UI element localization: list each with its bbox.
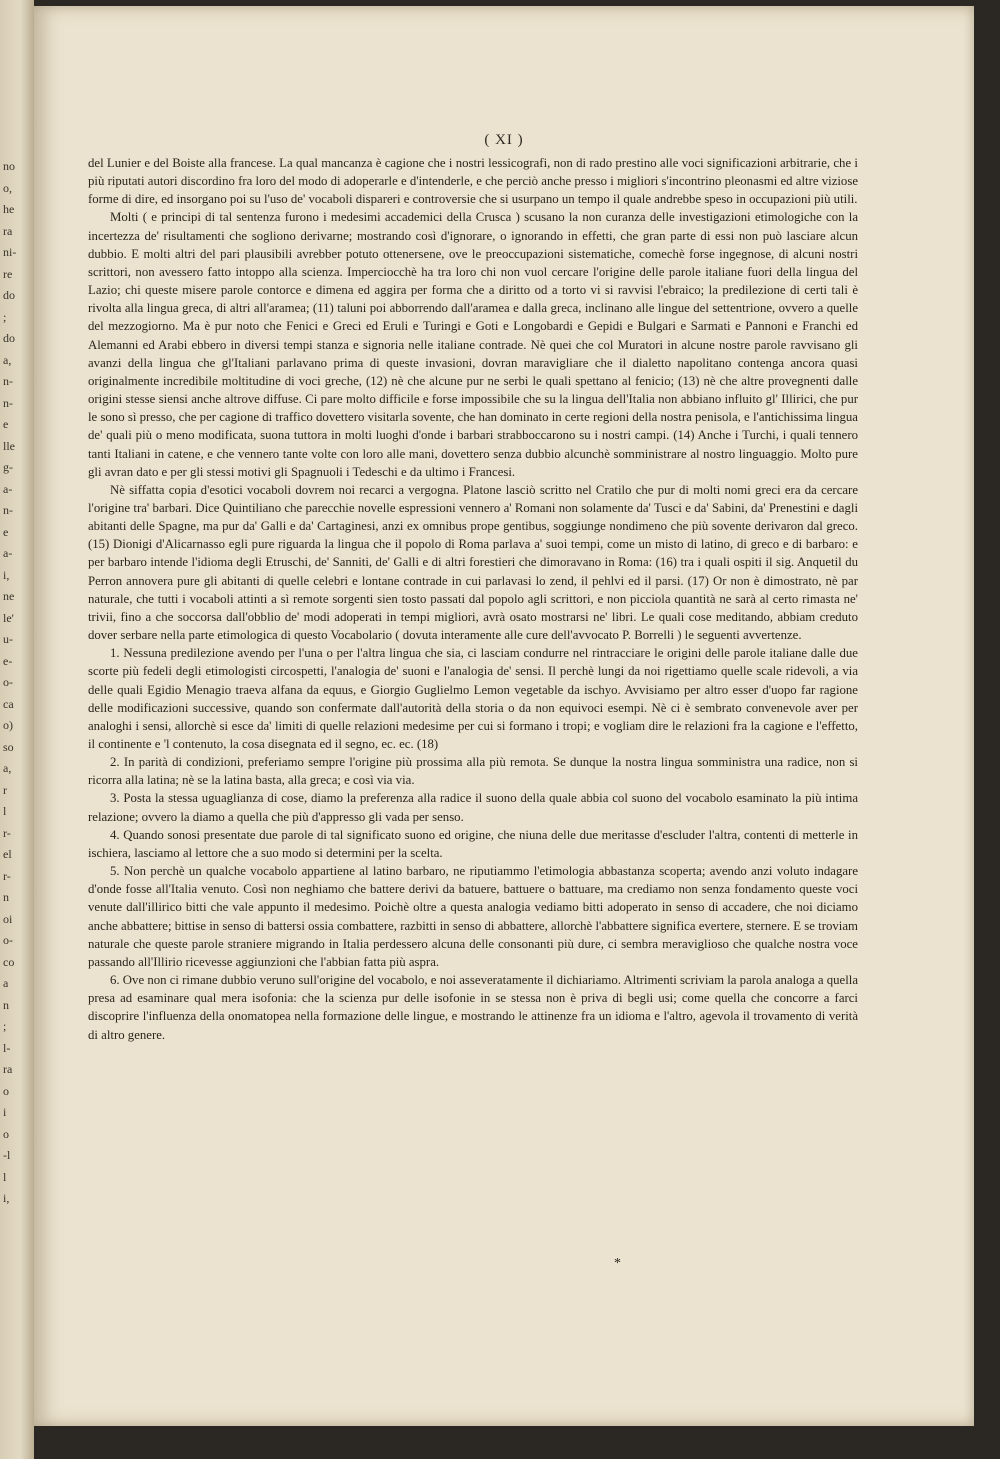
previous-page-edge	[0, 0, 34, 1459]
margin-fragment: e	[3, 524, 9, 539]
margin-fragment: r-	[3, 868, 11, 883]
margin-fragment: re	[3, 266, 13, 281]
paragraph-continuation: del Lunier e del Boiste alla francese. La qual mancanza è cagione che i nostri lessicografi, non di rado prestino alle voci significazioni arbitrarie, che i più riputati autori discordino fra loro del modo di adoperarle e d'intenderle, e che perciò anche presso i migliori s'incontrino pleonasmi ed altre viziose forme di dire, ed insorgano poi su l'uso de' vocaboli dispareri e controversie che si usurpano un tempo il quale andrebbe speso in occupazioni più utili.	[88, 156, 858, 207]
margin-fragment: a,	[3, 761, 12, 775]
rule-5: 5. Non perchè un qualche vocabolo appartiene al latino barbaro, ne riputiammo l'etimologia abbastanza scoperta; avendo anzi voluto indagare d'onde fosse all'Italia venuto. Così non neghiamo che battere derivi da batuere, battuere o battuare, ma crediamo non senza fondamento queste voci venute dall'illirico bitti che vale appunto il medesimo. Poichè oltre a questa analogia vediamo bitti adoperato in senso di accadere, che noi diciamo anche abbattere; bittise in senso di battersi ossia combattere, razbitti in senso di abbattere, allorchè l'abbattere significa evertere, sternere. E se troviam naturale che queste parole straniere migrando in Italia perdessero alcuna delle consonanti più dure, ci sembra meraviglioso che qualche nostra voce passando all'Illirio ricevesse aggiunzioni che l'abbian fatta più aspra.	[88, 864, 858, 969]
margin-fragment: a	[3, 976, 9, 990]
margin-fragment: do	[3, 288, 15, 302]
margin-fragment: ;	[3, 309, 7, 324]
margin-fragment: el	[3, 847, 12, 861]
margin-fragment: ra	[3, 223, 13, 238]
body-text	[88, 154, 858, 1044]
rule-3: 3. Posta la stessa uguaglianza di cose, diamo la preferenza alla radice il suono della quale abbia col suono del vocabolo esaminato la più intima relazione; ovvero la diamo a quella che più d'appresso gli vada per senso.	[88, 791, 858, 824]
margin-fragment: no	[3, 159, 15, 173]
margin-fragment: n-	[3, 374, 13, 388]
margin-fragment: so	[3, 739, 14, 754]
rule-2: 2. In parità di condizioni, preferiamo sempre l'origine più prossima alla più remota. Se dunque la nostra lingua somministra una radice, non si ricorra alla latina; nè se la latina basta, alla greca; e così via via.	[88, 755, 858, 788]
margin-fragment: o	[3, 1126, 9, 1141]
margin-fragment: i,	[3, 1191, 10, 1205]
margin-fragment: r-	[3, 825, 11, 840]
margin-fragment: ne	[3, 589, 15, 603]
signature-mark: *	[614, 1256, 621, 1271]
margin-fragment: g-	[3, 460, 13, 474]
margin-fragment: r	[3, 782, 7, 797]
paragraph-foreign-words: Nè siffatta copia d'esotici vocaboli dovrem noi recarci a vergogna. Platone lasciò scritto nel Cratilo che pur di molti nomi greci era da cercare l'origine tra' barbari. Dice Quintiliano che parecchie novelle espressioni vennero a' Romani non solamente da' Tusci e da' Sabini, da' Prenestini e dagli abitanti delle Spagne, ma pur da' Galli e da' Cartaginesi, anzi ex omnibus prope gentibus, soggiunge nondimeno che più sovente derivaron dal greco. (15) Dionigi d'Alicarnasso egli pure riguarda la lingua che il popolo di Roma parlava a' suoi tempi, come un misto di latino, di greco e di barbaro: e per barbaro intende l'idioma degli Etruschi, de' Sanniti, de' Galli e di altri forestieri che dimoravano in Roma: (16) tra i quali ospiti il sig. Anquetil du Perron annovera pure gli abitanti di quelle celebri e lontane contrade in cui parlavasi lo zend, il pehlvi ed il parsi. (17) Or non è dimostrato, nè par naturale, che tutti i vocaboli attinti a sì remote sorgenti sien tosto passati dal popolo agli scrittori, e non picciola quantità ne sarà al certo rimasta ne' trivii, fino a che soccorsa dall'obblio de' modi adoperati in tempi migliori, avrà osato mostrarsi ne' libri. Le quali cose meditando, abbiam creduto dover serbare nella parte etimologica di questo Vocabolario ( dovuta interamente alle cure dell'avvocato P. Borrelli ) le seguenti avvertenze.	[88, 482, 858, 643]
margin-fragment: n	[3, 890, 9, 904]
margin-fragment: u-	[3, 632, 13, 646]
margin-fragment: n-	[3, 503, 13, 517]
margin-fragment: l	[3, 804, 7, 818]
margin-fragment: a-	[3, 546, 13, 560]
margin-fragment: oi	[3, 911, 13, 926]
margin-fragment: ni-	[3, 245, 17, 259]
margin-fragment: n	[3, 997, 9, 1012]
margin-fragment: do	[3, 331, 15, 345]
margin-fragment: co	[3, 954, 15, 969]
rule-6: 6. Ove non ci rimane dubbio veruno sull'origine del vocabolo, e noi asseveratamente il dichiariamo. Altrimenti scriviam la parola analoga a quella presa ad esaminare qual mera isofonia: che la scienza pur delle isofonie in se stessa non è priva di begli usi; come quella che concorre a farci discoprire l'influenza della onomatopea nella formazione delle lingue, e mostrando le attinenze fra un idioma e l'altro, agevola il trovamento di verità di altro genere.	[88, 973, 858, 1042]
rule-1: 1. Nessuna predilezione avendo per l'una o per l'altra lingua che sia, ci lasciam condurre nel rintracciare le origini delle parole italiane dalle due scorte più fedeli degli etimologisti circospetti, l'analogia de' suoni e l'analogia de' sensi. Il perchè lungi da noi rigettiamo quelle scale ridevoli, a via delle quali Egidio Menagio traeva alfana da equus, e Giorgio Guglielmo Lemon vegetable da ischyo. Avvisiamo per altro esser d'uopo far ragione delle modificazioni successive, quando son confermate dall'autorità della storia o da non equivoci esempi. Nè ci è sembrato convenevole aver per analoghi i sensi, allorchè si esce da' limiti di quelle relazioni medesime per cui si formano i tropi; e vogliam dire le relazioni fra la cagione e l'effetto, il continente e 'l contenuto, la cosa disegnata ed il segno, ec. ec. (18)	[88, 646, 858, 751]
margin-fragment: ra	[3, 1062, 13, 1076]
margin-fragment: e	[3, 417, 9, 431]
margin-fragment: n-	[3, 395, 13, 410]
margin-fragment: a,	[3, 352, 12, 367]
book-page	[34, 6, 974, 1426]
margin-fragment: e-	[3, 653, 13, 668]
paragraph-etymology-critics: Molti ( e principi di tal sentenza furono i medesimi accademici della Crusca ) scusano la non curanza delle investigazioni etimologiche con la incertezza de' risultamenti che sogliono derivarne; mostrando così d'ignorare, o ignorando in effetti, che gran parte di essi non può lasciare alcun dubbio. E molti altri del pari plausibili avrebber potuto ottenersene, ove le preoccupazioni sistematiche, comechè forse ingegnose, di alcuni nostri scrittori, non avessero fatto intoppo alla scienza. Imperciocchè ha tra loro chi non vuol cercare l'origine delle parole italiane fuori della lingua del Lazio; chi queste misere parole contorce e dimena ed aggira per forma che a diritto od a torto vi si ravvisi l'ebraico; la predilezione di certi tali è rivolta alla lingua greca, di altri all'aramea; (11) taluni poi abborrendo dall'aramea e dalla greca, inclinano alle lingue del settentrione, ovvero a quelle del mezzogiorno. Ma è pur noto che Fenici e Greci ed Eruli e Turingi e Goti e Longobardi e Gepidi e Bulgari e Sarmati e Pannoni e Franchi ed Alemanni ed Arabi ebbero in diversi tempi stanza e signoria nelle italiane contrade. Nè quei che col Muratori in alcune nostre parole ravvisano gli avanzi della lingua che gl'Italiani parlavano prima di queste invasioni, dovran maravigliare che il dialetto napolitano contenga ancora quasi originalmente incredibile moltitudine di voci greche, (12) nè che alcune pur ne serbi le quali spettano al fenicio; (13) nè che altre provegnenti dalle origini stesse siensi anche altrove diffuse. Ci pare molto difficile e forse impossibile che su la lingua dell'Italia non abbiano influito gl' Illirici, che pur le sono sì presso, che per cagione di traffico dovettero visitarla sovente, che han dominato in certe regioni della nostra penisola, e l'antichissima lingua de' quali più o meno modificata, suona tuttora in molti luoghi d'onde i barbari strabboccarono su i nostri campi. (14) Anche i Turchi, i quali tennero tanti Italiani in catene, e che vennero tante volte con loro alle mani, dovettero senza dubbio alcunchè somministrare al nostro linguaggio. Molto pure gli avran dato e per gli stessi motivi gli Spagnuoli i Tedeschi e da ultimo i Francesi.	[88, 210, 858, 479]
margin-fragment: l-	[3, 1040, 11, 1055]
margin-fragment: o	[3, 1083, 9, 1098]
margin-fragment: ;	[3, 1019, 7, 1033]
margin-fragment: a-	[3, 481, 13, 496]
margin-fragment: o)	[3, 718, 13, 732]
margin-fragment: o-	[3, 933, 13, 947]
margin-fragment: o-	[3, 675, 13, 689]
margin-fragment: he	[3, 202, 15, 216]
margin-fragment: le'	[3, 610, 14, 625]
page-number: ( XI )	[484, 132, 524, 148]
margin-fragment: lle	[3, 438, 15, 453]
margin-fragment: i	[3, 1105, 7, 1119]
rule-4: 4. Quando sonosi presentate due parole di tal significato suono ed origine, che niuna delle due meritasse d'escluder l'altra, contenti di metterle in ischiera, lasciamo al lettore che a suo modo si determini per la scelta.	[88, 827, 858, 860]
margin-fragment: l	[3, 1169, 7, 1184]
margin-fragment: o,	[3, 180, 12, 195]
margin-fragment: ca	[3, 696, 14, 711]
margin-fragment: i,	[3, 567, 10, 582]
margin-fragment: -l	[3, 1148, 11, 1162]
